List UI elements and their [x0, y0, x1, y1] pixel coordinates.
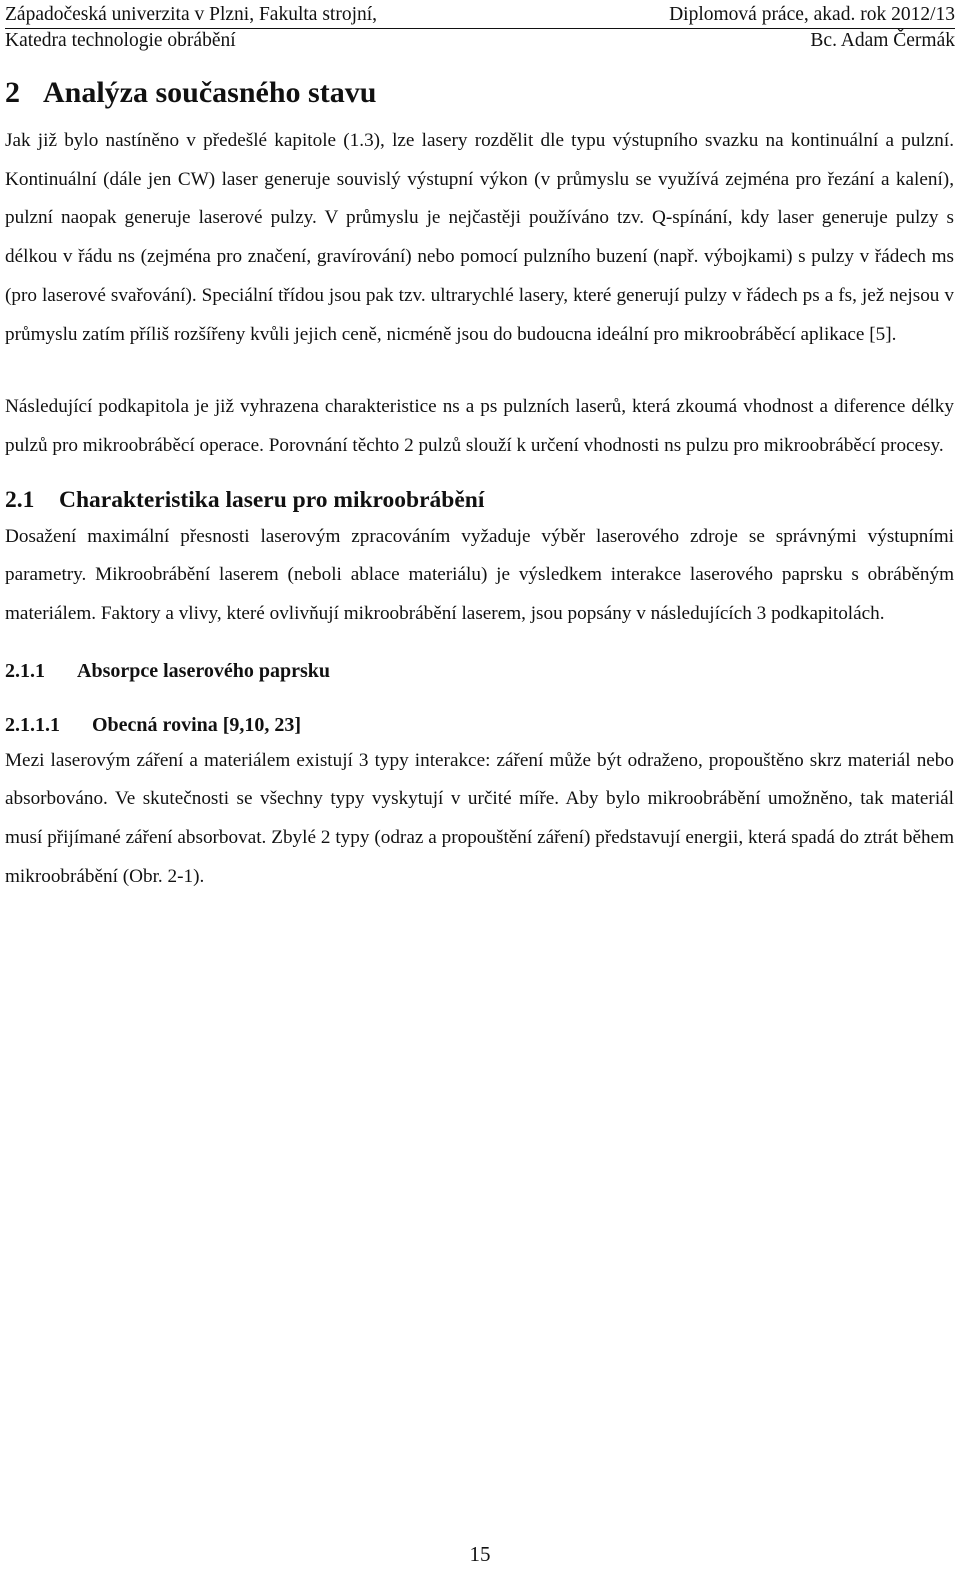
subsubsection-paragraph: Mezi laserovým záření a materiálem existují 3 typy interakce: záření může být odraženo, propouštěno skrz materiál nebo absorbováno. Ve skutečnosti se všechny typy vyskytují v určité míře. Aby bylo mikroobrábění umožněno, tak materiál musí přijímané záření absorbovat. Zbylé 2 typy (odraz a propouštění záření) představují energii, která spadá do ztrát během mikroobrábění (Obr. 2-1). — [5, 749, 954, 887]
chapter-paragraph-1: Jak již bylo nastíněno v předešlé kapitole (1.3), lze lasery rozdělit dle typu výstupního svazku na kontinuální a pulzní. Kontinuální (dále jen CW) laser generuje souvislý výstupní výkon (v průmyslu se využívá zejména pro řezání a kalení), pulzní naopak generuje laserové pulzy. V průmyslu je nejčastěji používáno tzv. Q-spínání, kdy laser generuje pulzy s délkou v řádu ns (zejména pro značení, gravírování) nebo pomocí pulzního buzení (např. výbojkami) s pulzy v řádech ms (pro laserové svařování). Speciální třídou jsou pak tzv. ultrarychlé lasery, které generují pulzy v řádech ps a fs, jež nejsou v průmyslu zatím příliš rozšířeny kvůli jejich ceně, nicméně jsou do budoucna ideální pro mikroobráběcí aplikace [5]. — [5, 130, 954, 345]
subsubsection-number: 2.1.1.1 — [5, 713, 60, 736]
subsection-heading — [5, 654, 954, 688]
header-author: Bc. Adam Čermák — [810, 30, 955, 51]
section-paragraph: Dosažení maximální přesnosti laserovým zpracováním vyžaduje výběr laserového zdroje se správnými výstupními parametry. Mikroobrábění laserem (neboli ablace materiálu) je výsledkem interakce laserového paprsku s obráběným materiálem. Faktory a vlivy, které ovlivňují mikroobrábění laserem, jsou popsány v následujících 3 podkapitolách. — [5, 525, 954, 625]
section-heading — [5, 482, 954, 518]
page-content — [5, 68, 954, 897]
subsection-title: Absorpce laserového paprsku — [77, 659, 330, 682]
header-thesis-info: Diplomová práce, akad. rok 2012/13 — [669, 4, 955, 25]
section-title: Charakteristika laseru pro mikroobrábění — [59, 486, 485, 513]
header-university: Západočeská univerzita v Plzni, Fakulta strojní, — [5, 4, 378, 25]
page-number: 15 — [469, 1542, 491, 1566]
chapter-title: Analýza současného stavu — [43, 76, 377, 109]
subsection-number: 2.1.1 — [5, 659, 45, 682]
page-header — [0, 0, 960, 58]
subsubsection-heading — [5, 708, 954, 742]
header-department: Katedra technologie obrábění — [5, 30, 236, 51]
subsubsection-title: Obecná rovina [9,10, 23] — [92, 713, 302, 736]
chapter-paragraph-2: Následující podkapitola je již vyhrazena charakteristice ns a ps pulzních laserů, která zkoumá vhodnost a diference délky pulzů pro mikroobráběcí operace. Porovnání těchto 2 pulzů slouží k určení vhodnosti ns pulzu pro mikroobráběcí procesy. — [5, 396, 954, 456]
chapter-heading — [5, 68, 954, 118]
section-number: 2.1 — [5, 486, 35, 513]
chapter-number: 2 — [5, 76, 20, 109]
